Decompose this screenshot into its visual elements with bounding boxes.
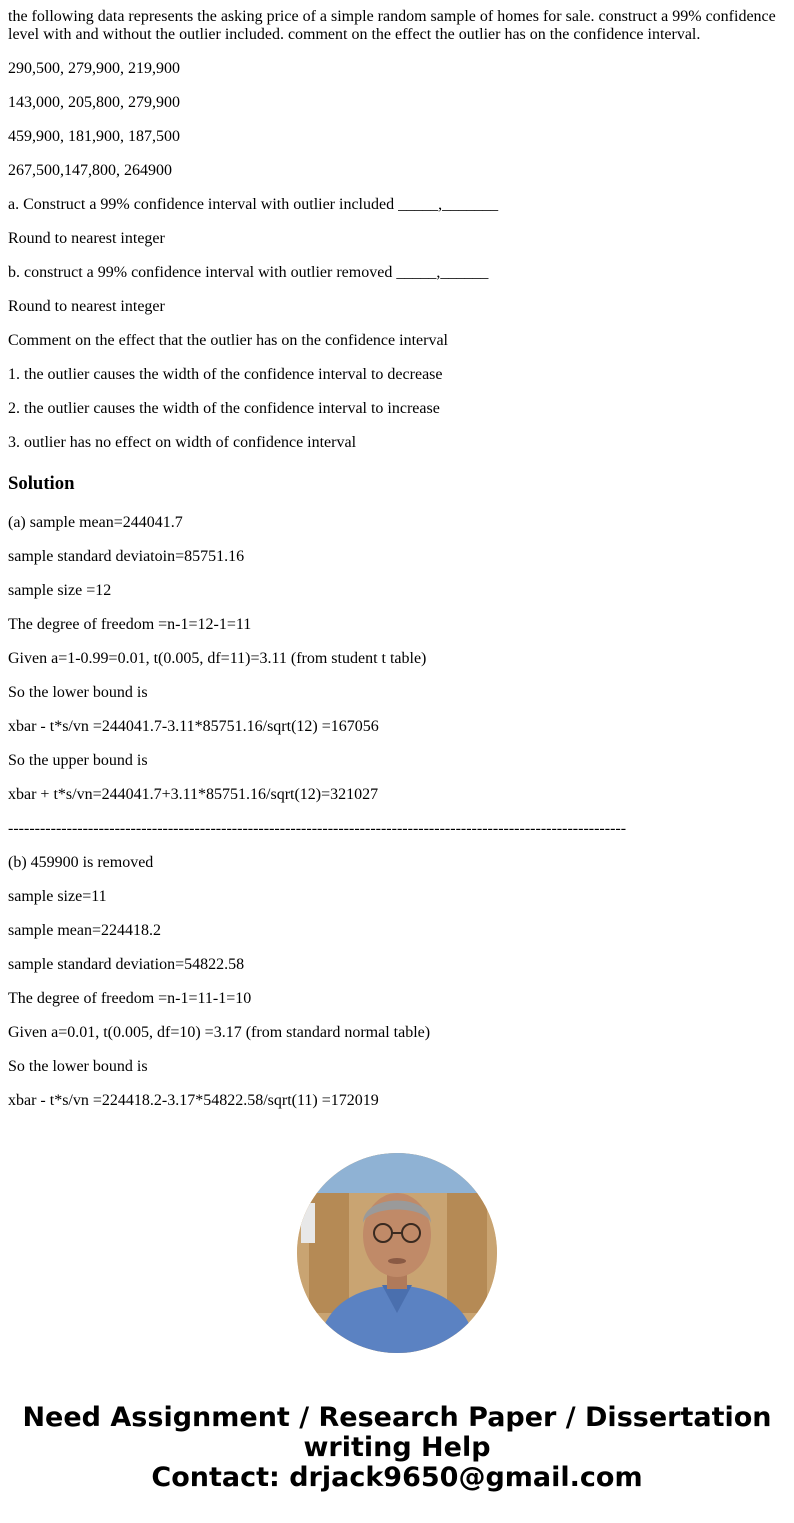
question-intro: the following data represents the asking price of a simple random sample of homes for sale. construct a 99% confidence level with and without the outlier included. comment on the effect the outlier has on the confidence interval.	[8, 8, 776, 43]
round-note-b: Round to nearest integer	[8, 298, 165, 315]
option-1: 1. the outlier causes the width of the confidence interval to decrease	[8, 366, 443, 383]
solution-heading: Solution	[8, 473, 75, 494]
solution-line: sample standard deviation=54822.58	[8, 956, 245, 973]
solution-line: So the lower bound is	[8, 684, 148, 701]
footer-contact-email: Contact: drjack9650@gmail.com	[151, 1462, 643, 1493]
solution-line: (b) 459900 is removed	[8, 854, 154, 871]
footer-line-2: writing Help	[303, 1432, 491, 1463]
document-body	[8, 8, 788, 1126]
solution-line: Given a=1-0.99=0.01, t(0.005, df=11)=3.11 (from student t table)	[8, 650, 427, 667]
data-row-4: 267,500,147,800, 264900	[8, 162, 172, 179]
part-b-prompt: b. construct a 99% confidence interval with outlier removed _____,______	[8, 264, 489, 281]
data-row-1: 290,500, 279,900, 219,900	[8, 60, 180, 77]
tutor-avatar	[297, 1153, 497, 1353]
solution-line: sample standard deviatoin=85751.16	[8, 548, 245, 565]
comment-prompt: Comment on the effect that the outlier has on the confidence interval	[8, 332, 448, 349]
solution-line: (a) sample mean=244041.7	[8, 514, 183, 531]
option-3: 3. outlier has no effect on width of confidence interval	[8, 434, 357, 451]
solution-line: sample mean=224418.2	[8, 922, 161, 939]
data-row-3: 459,900, 181,900, 187,500	[8, 128, 180, 145]
solution-line: The degree of freedom =n-1=11-1=10	[8, 990, 252, 1007]
solution-line: Given a=0.01, t(0.005, df=10) =3.17 (from standard normal table)	[8, 1024, 431, 1041]
solution-line: The degree of freedom =n-1=12-1=11	[8, 616, 252, 633]
option-2: 2. the outlier causes the width of the confidence interval to increase	[8, 400, 440, 417]
footer-line-1: Need Assignment / Research Paper / Dissertation	[22, 1402, 772, 1433]
solution-line: So the upper bound is	[8, 752, 148, 769]
solution-line: xbar - t*s/vn =244041.7-3.11*85751.16/sqrt(12) =167056	[8, 718, 379, 735]
tutor-portrait-image	[297, 1153, 497, 1353]
contact-footer	[0, 1403, 794, 1493]
solution-line: So the lower bound is	[8, 1058, 148, 1075]
data-row-2: 143,000, 205,800, 279,900	[8, 94, 180, 111]
round-note-a: Round to nearest integer	[8, 230, 165, 247]
solution-line: xbar + t*s/vn=244041.7+3.11*85751.16/sqrt(12)=321027	[8, 786, 379, 803]
solution-line: xbar - t*s/vn =224418.2-3.17*54822.58/sqrt(11) =172019	[8, 1092, 379, 1109]
solution-line: sample size=11	[8, 888, 107, 905]
separator-line: --------------------------------------------------------------------------------------------------------------------	[8, 820, 627, 837]
solution-line: sample size =12	[8, 582, 112, 599]
part-a-prompt: a. Construct a 99% confidence interval with outlier included _____,_______	[8, 196, 499, 213]
